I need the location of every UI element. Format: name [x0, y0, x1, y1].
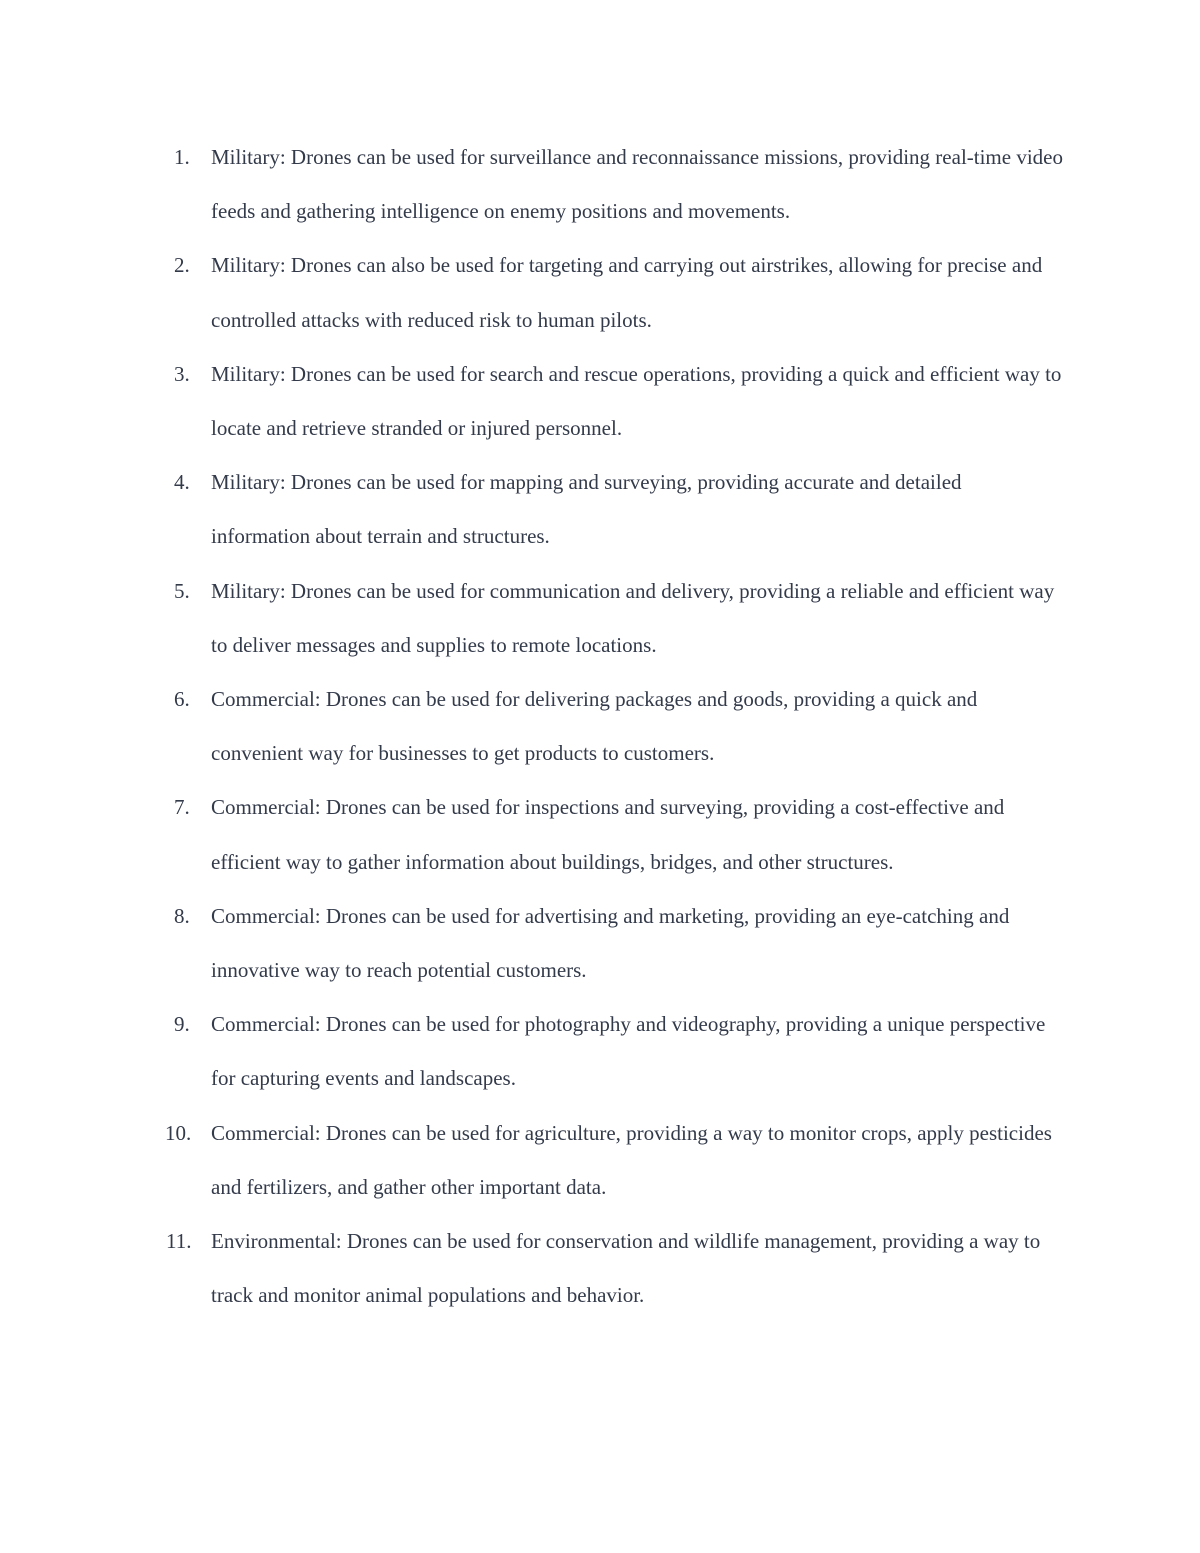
list-item-text: Environmental: Drones can be used for conservation and wildlife management, providing a way to track and monitor animal populations and behavior. [211, 1229, 1041, 1308]
list-item-number: 4. [174, 470, 190, 495]
list-item [150, 238, 1065, 346]
list-item-text: Commercial: Drones can be used for advertising and marketing, providing an eye-catching and innovative way to reach potential customers. [211, 903, 1010, 983]
list-item [150, 130, 1065, 238]
list-item-number: 11. [166, 1229, 192, 1254]
list-item-number: 1. [174, 145, 190, 169]
list-item-text: Commercial: Drones can be used for agriculture, providing a way to monitor crops, apply pesticides and fertilizers, and gather other important data. [211, 1120, 1052, 1199]
list-item-number: 7. [174, 795, 190, 820]
list-item-number: 6. [174, 687, 190, 712]
list-item [150, 564, 1065, 672]
list-item-text: Military: Drones can be used for communication and delivery, providing a reliable and efficient way to deliver messages and supplies to remote locations. [211, 578, 1055, 657]
list-item [150, 997, 1065, 1105]
list-item-text: Military: Drones can be used for surveillance and reconnaissance missions, providing real-time video feeds and gathering intelligence on enemy positions and movements. [211, 145, 1063, 224]
list-item [150, 347, 1065, 455]
list-item-number: 2. [174, 253, 190, 278]
list-item-text: Military: Drones can also be used for targeting and carrying out airstrikes, allowing for precise and controlled attacks with reduced risk to human pilots. [211, 253, 1043, 332]
list-item-number: 10. [165, 1120, 192, 1145]
list-item-text: Commercial: Drones can be used for delivering packages and goods, providing a quick and convenient way for businesses to get products to customers. [211, 687, 978, 766]
list-item [150, 455, 1065, 563]
list-item-number: 9. [174, 1012, 190, 1037]
list-item [150, 780, 1065, 888]
list-item-text: Military: Drones can be used for search and rescue operations, providing a quick and efficient way to locate and retrieve stranded or injured personnel. [211, 361, 1062, 441]
list-item-number: 8. [174, 903, 190, 928]
list-item [150, 889, 1065, 997]
list-item-number: 5. [174, 578, 190, 603]
list-item-text: Commercial: Drones can be used for photography and videography, providing a unique perspective for capturing events and landscapes. [211, 1012, 1046, 1091]
numbered-list [150, 130, 1065, 1322]
list-item-number: 3. [174, 361, 190, 386]
list-item [150, 672, 1065, 780]
list-item-text: Military: Drones can be used for mapping and surveying, providing accurate and detailed information about terrain and structures. [211, 470, 962, 549]
list-item-text: Commercial: Drones can be used for inspections and surveying, providing a cost-effective and efficient way to gather information about buildings, bridges, and other structures. [211, 795, 1005, 874]
list-item [150, 1214, 1065, 1322]
list-item [150, 1106, 1065, 1214]
